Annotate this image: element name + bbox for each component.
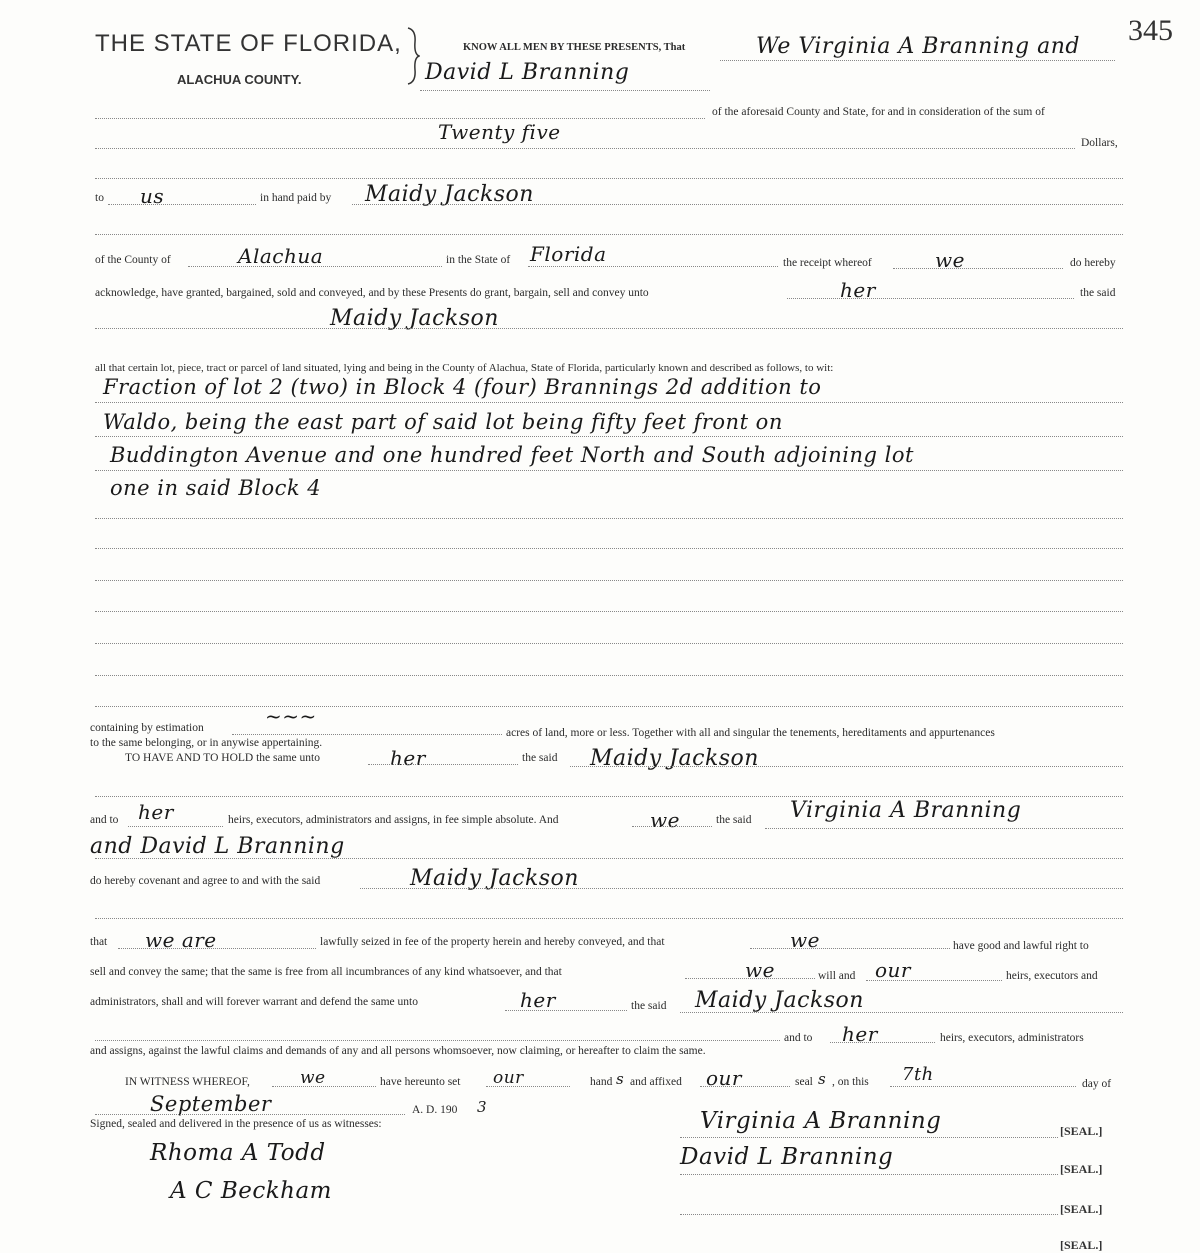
rule xyxy=(890,1086,1076,1087)
of-county-text: of the aforesaid County and State, for and in consideration of the sum of xyxy=(712,106,1045,118)
description-line-1: Fraction of lot 2 (two) in Block 4 (four) Brannings 2d addition to xyxy=(103,375,822,399)
rule xyxy=(128,826,223,827)
anno-domini-text: A. D. 190 xyxy=(412,1104,458,1116)
and-to-her: her xyxy=(842,1022,878,1046)
rule xyxy=(420,90,710,91)
month-name: September xyxy=(150,1092,272,1116)
rule xyxy=(360,888,1123,889)
county-heading: ALACHUA COUNTY. xyxy=(177,72,302,87)
grantee-name: Maidy Jackson xyxy=(330,306,499,331)
rule xyxy=(680,1214,1058,1215)
witness-signature-1: Rhoma A Todd xyxy=(150,1140,326,1166)
that-we: we xyxy=(790,928,820,952)
lawfully-text: lawfully seized in fee of the property herein and hereby conveyed, and that xyxy=(320,936,665,948)
to-whom: us xyxy=(140,184,165,208)
rule xyxy=(680,1012,1123,1013)
in-witness-text: IN WITNESS WHEREOF, xyxy=(125,1076,250,1088)
our-word: our xyxy=(875,958,911,982)
rule xyxy=(866,980,1002,981)
rule xyxy=(893,268,1063,269)
seal-label-1: [SEAL.] xyxy=(1060,1124,1103,1138)
convey-unto: her xyxy=(840,278,876,302)
the-said-3-text: the said xyxy=(716,814,752,826)
rule xyxy=(680,1174,1058,1175)
hold-unto: her xyxy=(390,746,426,770)
in-state-text: in the State of xyxy=(446,254,511,266)
rule xyxy=(352,204,1123,205)
defend-unto: her xyxy=(520,988,556,1012)
administrators-text: administrators, shall and will forever warrant and defend the same unto xyxy=(90,996,418,1008)
grantor-signature-1: Virginia A Branning xyxy=(700,1108,942,1134)
rule xyxy=(108,204,256,205)
seal-label-2: [SEAL.] xyxy=(1060,1162,1103,1176)
dollars-text: Dollars, xyxy=(1081,137,1118,149)
rule xyxy=(95,178,1123,179)
description-line-3: Buddington Avenue and one hundred feet North and South adjoining lot xyxy=(110,443,914,467)
rule xyxy=(787,298,1074,299)
sell-convey-text: sell and convey the same; that the same is free from all incumbrances of any kind whatsoever, and that xyxy=(90,966,562,978)
acres-text: acres of land, more or less. Together with all and singular the tenements, hereditaments and appurtenances xyxy=(506,727,995,739)
witness-whereof-we: we xyxy=(300,1068,326,1088)
rule xyxy=(368,764,518,765)
covenantor-line-1: Virginia A Branning xyxy=(790,798,1022,823)
rule xyxy=(118,948,316,949)
rule xyxy=(95,706,1123,707)
rule xyxy=(528,266,778,267)
seal-word-text: seal xyxy=(795,1076,813,1088)
know-all-men: KNOW ALL MEN BY THESE PRESENTS, That xyxy=(463,42,686,53)
acres-mark: ~~~ xyxy=(265,704,317,728)
covenant-text: do hereby covenant and agree to and with the said xyxy=(90,875,321,887)
set-our: our xyxy=(493,1068,524,1088)
covenantor-line-2: and David L Branning xyxy=(90,834,345,859)
description-line-2: Waldo, being the east part of said lot being fifty feet front on xyxy=(103,410,783,434)
seal-s: s xyxy=(818,1070,827,1088)
rule xyxy=(95,148,1075,149)
rule xyxy=(95,518,1123,519)
year-digit: 3 xyxy=(477,1098,488,1116)
rule xyxy=(95,918,1123,919)
seal-label-3: [SEAL.] xyxy=(1060,1202,1103,1216)
that-text: that xyxy=(90,936,108,948)
heirs-exec-and-text: heirs, executors and xyxy=(1006,970,1098,982)
seized-by: we are xyxy=(145,928,217,952)
sum-amount: Twenty five xyxy=(438,120,561,144)
rule xyxy=(95,548,1123,549)
state-name: Florida xyxy=(530,242,607,266)
affixed-our: our xyxy=(706,1066,742,1090)
hold-said-name: Maidy Jackson xyxy=(590,746,759,771)
hand-text: hand xyxy=(590,1076,613,1088)
and-affixed-text: and affixed xyxy=(630,1076,682,1088)
rule xyxy=(765,828,1123,829)
rule xyxy=(505,1010,627,1011)
and-we: we xyxy=(650,808,680,832)
rule xyxy=(95,858,1123,859)
in-hand-paid-text: in hand paid by xyxy=(260,192,332,204)
and-to-text: and to xyxy=(90,814,119,826)
belonging-text: to the same belonging, or in anywise appertaining. xyxy=(90,737,323,749)
rule xyxy=(232,734,502,735)
heirs-exec-admin-text: heirs, executors, administrators xyxy=(940,1032,1084,1044)
signed-sealed-text: Signed, sealed and delivered in the presence of us as witnesses: xyxy=(90,1118,382,1130)
of-the-county-text: of the County of xyxy=(95,254,171,266)
rule xyxy=(632,826,712,827)
defend-said-name: Maidy Jackson xyxy=(695,988,864,1013)
rule xyxy=(95,118,705,119)
receipt-by: we xyxy=(935,248,965,272)
to-have-text: TO HAVE AND TO HOLD the same unto xyxy=(125,752,320,764)
rule xyxy=(720,60,1115,61)
to-text: to xyxy=(95,192,104,204)
rule xyxy=(95,436,1123,437)
rule xyxy=(95,234,1123,235)
rule xyxy=(95,675,1123,676)
page-number: 345 xyxy=(1128,14,1173,47)
rule xyxy=(680,1137,1058,1138)
assigns-against-text: and assigns, against the lawful claims and demands of any and all persons whomsoever, now claiming, or hereafter to claim the same. xyxy=(90,1045,706,1057)
receipt-whereof-text: the receipt whereof xyxy=(783,257,872,269)
rule xyxy=(95,328,1123,329)
rule xyxy=(95,643,1123,644)
rule xyxy=(272,1086,376,1087)
will-and-text: will and xyxy=(818,970,856,982)
containing-text: containing by estimation xyxy=(90,722,204,734)
will-we: we xyxy=(745,958,775,982)
heirs-of: her xyxy=(138,800,174,824)
header-brace xyxy=(406,26,420,86)
day-number: 7th xyxy=(902,1064,934,1085)
description-line-4: one in said Block 4 xyxy=(110,476,322,500)
grantors-line-1: We Virginia A Branning and xyxy=(756,34,1080,59)
covenant-with-name: Maidy Jackson xyxy=(410,866,579,891)
day-of-text: day of xyxy=(1082,1078,1112,1090)
do-hereby-text: do hereby xyxy=(1070,257,1116,269)
on-this-text: , on this xyxy=(832,1076,869,1088)
rule xyxy=(95,470,1123,471)
rule xyxy=(95,1040,780,1041)
the-said-text: the said xyxy=(1080,287,1116,299)
acknowledge-text: acknowledge, have granted, bargained, sold and conveyed, and by these Presents do grant, bargain, sell and convey unto xyxy=(95,287,649,299)
state-title: THE STATE OF FLORIDA, xyxy=(95,30,402,57)
the-said-2-text: the said xyxy=(522,752,558,764)
rule xyxy=(700,1086,790,1087)
seal-label-4: [SEAL.] xyxy=(1060,1238,1103,1252)
rule xyxy=(486,1086,570,1087)
rule xyxy=(750,948,950,949)
grantors-line-2: David L Branning xyxy=(425,60,630,85)
all-that-text: all that certain lot, piece, tract or parcel of land situated, lying and being in the County of Alachua, State of Florida, particularly known and described as follows, to wit: xyxy=(95,362,834,374)
grantor-signature-2: David L Branning xyxy=(680,1144,894,1170)
rule xyxy=(95,580,1123,581)
rule xyxy=(95,796,1123,797)
paid-by-name: Maidy Jackson xyxy=(365,182,534,207)
rule xyxy=(95,611,1123,612)
have-hereunto-text: have hereunto set xyxy=(380,1076,461,1088)
rule xyxy=(830,1042,935,1043)
rule xyxy=(188,266,442,267)
rule xyxy=(95,402,1123,403)
and-to-2-text: and to xyxy=(784,1032,813,1044)
witness-signature-2: A C Beckham xyxy=(170,1178,332,1204)
county-name: Alachua xyxy=(238,244,324,268)
rule xyxy=(685,978,815,979)
have-good-text: have good and lawful right to xyxy=(953,940,1089,952)
rule xyxy=(95,1114,405,1115)
hand-s: s xyxy=(616,1070,625,1088)
the-said-4-text: the said xyxy=(631,1000,667,1012)
rule xyxy=(570,766,1123,767)
heirs-exec-text: heirs, executors, administrators and assigns, in fee simple absolute. And xyxy=(228,814,559,826)
